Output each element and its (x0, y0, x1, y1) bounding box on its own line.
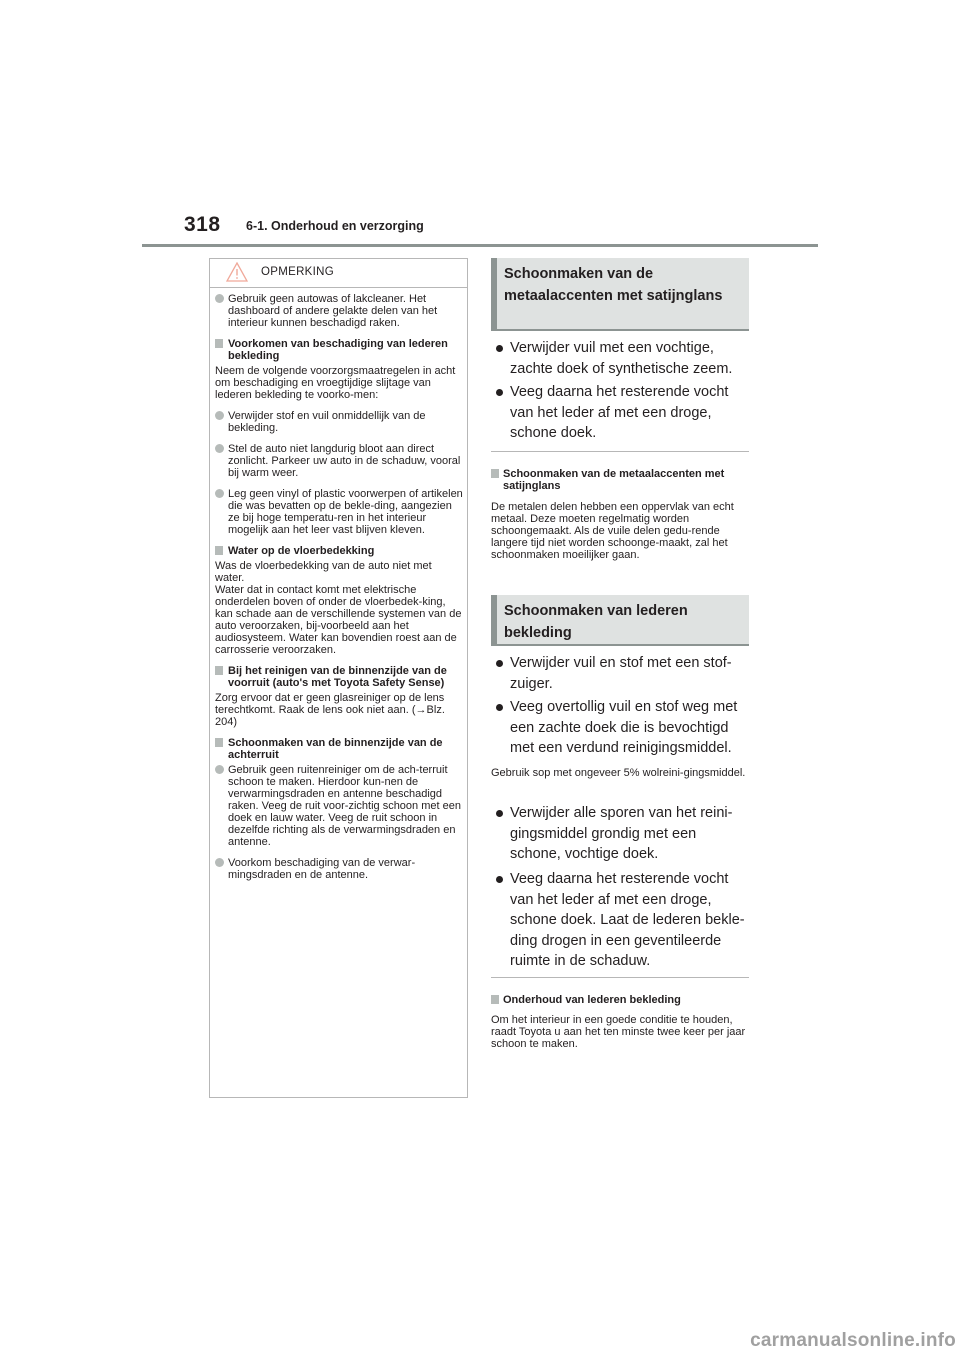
bullet-dot (496, 810, 503, 817)
bullet-dot (496, 389, 503, 396)
notice-paragraph: Was de vloerbedekking van de auto niet met water. Water dat in contact komt met elektrische onderdelen boven of onder de vloerbedek-king, kan schade aan de verschillende systemen van de auto veroorzaken, bij-voorbeeld aan het audiosysteem. Water kan bovendien roest aan de carrosserie veroorzaken. (215, 560, 462, 656)
paragraph: De metalen delen hebben een oppervlak van echt metaal. Deze moeten regelmatig worden schoongemaakt. Als de vuile delen gedu-rende langere tijd niet worden schoonge-maakt, zal het schoonmaken moeilijker gaan. (491, 501, 734, 561)
list-item (494, 697, 750, 759)
bullet-dot (496, 876, 503, 883)
list-item (494, 803, 750, 865)
notice-item-text: Verwijder stof en vuil onmiddellijk van de bekleding. (228, 410, 426, 434)
bullet-dot (496, 345, 503, 352)
notice-item-text: Schoonmaken van de binnenzijde van de achterruit (228, 737, 443, 761)
notice-bullet-item (215, 293, 463, 329)
heading-accent-bar (491, 595, 497, 644)
watermark: carmanualsonline.info (750, 1330, 956, 1351)
notice-item-text: Stel de auto niet langdurig bloot aan direct zonlicht. Parkeer uw auto in de schaduw, vooral bij warm weer. (228, 443, 461, 479)
notice-subheading (215, 545, 463, 557)
divider (491, 451, 749, 452)
section-title: 6-1. Onderhoud en verzorging (246, 219, 424, 233)
page-number: 318 (184, 213, 221, 236)
notice-subheading (215, 737, 463, 761)
heading-text: Schoonmaken van de metaalaccenten met satijnglans (504, 266, 723, 304)
bullet-dot (215, 411, 224, 420)
notice-item-text: Voorkomen van beschadiging van lederen bekleding (228, 338, 448, 362)
notice-bullet-item (215, 764, 463, 848)
bullet-dot (215, 858, 224, 867)
list-item (494, 338, 750, 379)
notice-item-text: Leg geen vinyl of plastic voorwerpen of artikelen die was bevatten op de bekle-ding, aangezien ze bij hoge temperatu-ren in het interieur mogelijk aan het leer vast blijven kleven. (228, 488, 463, 536)
heading-leather-upholstery (491, 595, 749, 646)
notice-item-text: Gebruik geen ruitenreiniger om de ach-terruit schoon te maken. Hierdoor kun-nen de verwarmingsdraden en antenne beschadigd raken. Veeg de ruit voor-zichtig schoon met een doek en lauw water. Veeg de ruit schoon in dezelfde richting als de verwarmingsdraden en antenne. (228, 764, 461, 848)
notice-header (210, 259, 467, 287)
bullet-dot (496, 704, 503, 711)
notice-paragraph: Zorg ervoor dat er geen glasreiniger op de lens terechtkomt. Raak de lens ook niet aan. (→Blz. 204) (215, 692, 445, 728)
list-item (494, 653, 750, 694)
bullet-dot (215, 294, 224, 303)
bullet-dot (215, 444, 224, 453)
notice-item-text: Bij het reinigen van de binnenzijde van de voorruit (auto's met Toyota Safety Sense) (228, 665, 447, 689)
warning-triangle-icon (226, 262, 248, 282)
subsection-title-text: Onderhoud van lederen bekleding (503, 994, 681, 1006)
list-item-text: Veeg overtollig vuil en stof weg met een zachte doek die is bevochtigd met een verdund reinigingsmiddel. (510, 699, 738, 756)
heading-text: Schoonmaken van lederen bekleding (504, 603, 688, 641)
list-item-text: Verwijder vuil en stof met een stof-zuiger. (510, 655, 732, 692)
list-item (494, 382, 750, 444)
heading-metal-accents (491, 258, 749, 331)
notice-box (209, 258, 468, 1098)
notice-bullet-item (215, 857, 463, 881)
divider (491, 977, 749, 978)
square-marker (215, 339, 223, 348)
notice-subheading (215, 665, 463, 689)
notice-subheading (215, 338, 463, 362)
notice-title: OPMERKING (261, 266, 334, 278)
square-marker (491, 469, 499, 478)
notice-bullet-item (215, 410, 463, 434)
subsection-title-text: Schoonmaken van de metaalaccenten met satijnglans (503, 468, 725, 492)
notice-item-text: Gebruik geen autowas of lakcleaner. Het dashboard of andere gelakte delen van het interieur kunnen beschadigd raken. (228, 293, 438, 329)
notice-body (215, 293, 463, 890)
square-marker (215, 738, 223, 747)
notice-item-text: Voorkom beschadiging van de verwar-mingsdraden en de antenne. (228, 857, 416, 881)
notice-bullet-item (215, 488, 463, 536)
heading-accent-bar (491, 258, 497, 329)
square-marker (491, 995, 499, 1004)
note-text: Gebruik sop met ongeveer 5% wolreini-gingsmiddel. (491, 767, 746, 779)
bullet-dot (215, 765, 224, 774)
list-item-text: Veeg daarna het resterende vocht van het leder af met een droge, schone doek. (510, 384, 729, 441)
list-item-text: Veeg daarna het resterende vocht van het leder af met een droge, schone doek. Laat de lederen bekle-ding drogen in een geventileerde ruimte in de schaduw. (510, 871, 745, 969)
subsection-title (491, 994, 749, 1006)
header-rule (142, 244, 818, 247)
list-item (494, 869, 750, 972)
list-item-text: Verwijder alle sporen van het reini-gingsmiddel grondig met een schone, vochtige doek. (510, 805, 733, 862)
square-marker (215, 666, 223, 675)
list-item-text: Verwijder vuil met een vochtige, zachte doek of synthetische zeem. (510, 340, 733, 377)
notice-bullet-item (215, 443, 463, 479)
notice-divider (210, 287, 467, 288)
notice-item-text: Water op de vloerbedekking (228, 545, 375, 557)
square-marker (215, 546, 223, 555)
paragraph: Om het interieur in een goede conditie te houden, raadt Toyota u aan het ten minste twee keer per jaar schoon te maken. (491, 1014, 746, 1050)
bullet-dot (215, 489, 224, 498)
subsection-title (491, 468, 749, 492)
notice-paragraph: Neem de volgende voorzorgsmaatregelen in acht om beschadiging en vroegtijdige slijtage van lederen bekleding te voorko-men: (215, 365, 456, 401)
bullet-dot (496, 660, 503, 667)
